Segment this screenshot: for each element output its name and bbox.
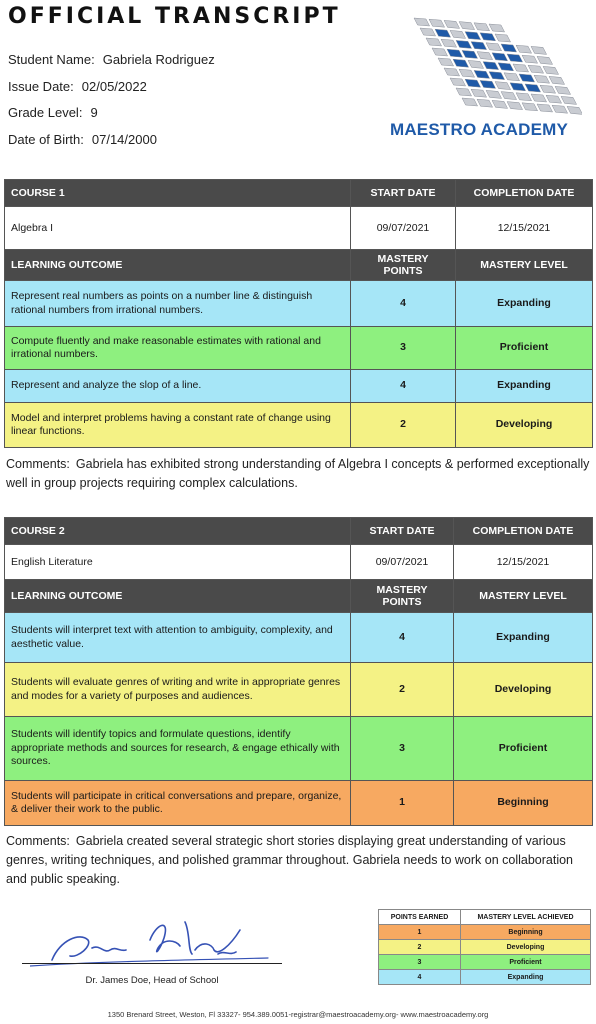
signature-name: Dr. James Doe, Head of School [85, 975, 219, 986]
legend-row [379, 955, 591, 970]
mastery-points: 3 [351, 717, 454, 781]
logo-tile [534, 75, 550, 83]
course-2-start-date: 09/07/2021 [351, 545, 454, 580]
logo-tile [486, 90, 502, 98]
course-1-name: Algebra I [5, 207, 351, 250]
course-2-points-header: MASTERY POINTS [351, 580, 454, 613]
signature-image [30, 910, 270, 970]
outcome-text: Model and interpret problems having a constant rate of change using linear functions. [5, 403, 351, 448]
logo-tile [510, 83, 526, 91]
logo-tile [450, 78, 466, 86]
logo-tile [468, 60, 484, 68]
course-2-outcome-row [5, 781, 593, 826]
mastery-level: Proficient [454, 717, 593, 781]
comments-text: Gabriela has exhibited strong understanding of Algebra I concepts & performed exceptionally well in group projects requiring complex calculations. [6, 457, 590, 490]
logo-tile [537, 56, 553, 64]
logo-tile [507, 102, 523, 110]
mastery-points: 4 [351, 613, 454, 663]
student-name-value: Gabriela Rodriguez [102, 52, 215, 67]
course-2-level-header: MASTERY LEVEL [454, 580, 593, 613]
legend-level: Developing [461, 940, 591, 955]
grade-level-row [8, 105, 98, 120]
legend-points: 4 [379, 970, 461, 985]
logo-tile [432, 48, 448, 56]
course-1-header-completion: COMPLETION DATE [456, 180, 593, 207]
course-2-header-completion: COMPLETION DATE [454, 518, 593, 545]
logo-tile [483, 62, 499, 70]
mastery-points: 4 [351, 281, 456, 327]
course-1-start-date: 09/07/2021 [351, 207, 456, 250]
course-1-completion-date: 12/15/2021 [456, 207, 593, 250]
logo-tile [501, 92, 517, 100]
course-2-table [4, 517, 593, 826]
logo-tile [516, 93, 532, 101]
course-2-outcome-row [5, 613, 593, 663]
logo-tile [414, 18, 430, 26]
issue-date-value: 02/05/2022 [81, 79, 147, 94]
course-2-completion-date: 12/15/2021 [454, 545, 593, 580]
logo-tile [531, 94, 547, 102]
logo-tile [462, 98, 478, 106]
logo-tile [426, 38, 442, 46]
course-2-outcome-header: LEARNING OUTCOME [5, 580, 351, 613]
logo-tile [501, 44, 517, 52]
logo-tile [522, 103, 538, 111]
legend-points: 2 [379, 940, 461, 955]
logo-tile [531, 46, 547, 54]
logo-tile [444, 20, 460, 28]
outcome-text: Students will identify topics and formulate questions, identify appropriate methods and sources for research, & engage ethically with sources. [5, 717, 351, 781]
legend-header-level: MASTERY LEVEL ACHIEVED [461, 910, 591, 925]
logo-tile [444, 68, 460, 76]
logo-tile [513, 64, 529, 72]
logo-tile [435, 29, 451, 37]
legend-row [379, 970, 591, 985]
outcome-text: Represent real numbers as points on a number line & distinguish rational numbers from irrational numbers. [5, 281, 351, 327]
logo-tile [465, 79, 481, 87]
logo-tile [438, 58, 454, 66]
logo-tile [456, 40, 472, 48]
logo-tile [462, 50, 478, 58]
logo-tile [429, 19, 445, 27]
mastery-level: Beginning [454, 781, 593, 826]
course-2-name-row [5, 545, 593, 580]
logo-tile [477, 52, 493, 60]
mastery-points: 3 [351, 327, 456, 370]
signature-line [22, 963, 282, 964]
logo-tile [489, 72, 505, 80]
logo-tile [543, 66, 559, 74]
comments-text: Gabriela created several strategic short stories displaying great understanding of various genres, writing techniques, and polished grammar throughout. Gabriela needs to work on collaboration and public speaking. [6, 834, 573, 886]
course-1-outcome-row [5, 327, 593, 370]
logo-tile [474, 23, 490, 31]
logo-tile [495, 34, 511, 42]
logo-tile [504, 73, 520, 81]
legend-points: 1 [379, 925, 461, 940]
course-1-outcome-header-row [5, 250, 593, 281]
logo-tile [420, 28, 436, 36]
logo-tile [465, 32, 481, 40]
mastery-points: 2 [351, 663, 454, 717]
mastery-points: 2 [351, 403, 456, 448]
course-1-outcome-row [5, 281, 593, 327]
logo-tile [447, 49, 463, 57]
mastery-level: Developing [456, 403, 593, 448]
dob-row [8, 132, 157, 147]
course-2-outcome-row [5, 663, 593, 717]
logo-tile [495, 82, 511, 90]
course-1-comments [6, 455, 592, 493]
logo-tile [459, 22, 475, 30]
course-1-table [4, 179, 593, 448]
issue-date-label: Issue Date: [8, 79, 74, 94]
course-1-outcome-row [5, 403, 593, 448]
legend-level: Proficient [461, 955, 591, 970]
outcome-text: Represent and analyze the slop of a line. [5, 370, 351, 403]
logo-tile [519, 74, 535, 82]
logo-tile [546, 95, 562, 103]
course-2-comments [6, 832, 592, 889]
legend-row [379, 940, 591, 955]
comments-label: Comments: [6, 834, 70, 848]
grade-level-label: Grade Level: [8, 105, 83, 120]
logo-tile [477, 99, 493, 107]
logo-tile [537, 104, 553, 112]
mastery-level: Expanding [456, 370, 593, 403]
course-1-points-header: MASTERY POINTS [351, 250, 456, 281]
mastery-level: Expanding [456, 281, 593, 327]
school-name: MAESTRO ACADEMY [389, 120, 569, 139]
logo-tile [492, 100, 508, 108]
logo-tile [528, 65, 544, 73]
outcome-text: Students will participate in critical conversations and prepare, organize, & deliver their work to the public. [5, 781, 351, 826]
dob-label: Date of Birth: [8, 132, 84, 147]
logo-tile [549, 76, 565, 84]
mastery-points: 1 [351, 781, 454, 826]
course-1-header-start: START DATE [351, 180, 456, 207]
mastery-level: Expanding [454, 613, 593, 663]
logo-tile [567, 106, 582, 114]
logo-tile [525, 84, 541, 92]
logo-tile [522, 55, 538, 63]
legend-points: 3 [379, 955, 461, 970]
issue-date-row [8, 79, 147, 94]
mastery-level: Developing [454, 663, 593, 717]
course-1-outcome-row [5, 370, 593, 403]
logo-tile [552, 105, 568, 113]
legend-header-row [379, 910, 591, 925]
logo-tile [453, 59, 469, 67]
legend-header-points: POINTS EARNED [379, 910, 461, 925]
course-1-outcome-header: LEARNING OUTCOME [5, 250, 351, 281]
logo-tile [492, 53, 508, 61]
course-2-outcome-header-row [5, 580, 593, 613]
page-title: OFFICIAL TRANSCRIPT [8, 4, 341, 29]
logo-tile [480, 33, 496, 41]
logo-tile [450, 30, 466, 38]
logo-tile [480, 80, 496, 88]
logo-tile [561, 96, 577, 104]
course-1-header-course: COURSE 1 [5, 180, 351, 207]
course-2-outcome-row [5, 717, 593, 781]
outcome-text: Students will interpret text with attention to ambiguity, complexity, and aesthetic value. [5, 613, 351, 663]
mastery-level: Proficient [456, 327, 593, 370]
student-name-row [8, 52, 215, 67]
legend-level: Expanding [461, 970, 591, 985]
logo-tile [498, 63, 514, 71]
course-1-name-row [5, 207, 593, 250]
logo-tile [471, 42, 487, 50]
logo-tile [459, 69, 475, 77]
footer-contact: 1350 Brenard Street, Weston, Fl 33327- 954.389.0051-registrar@maestroacademy.org- www.maestroacademy.org [107, 1010, 489, 1019]
mastery-points: 4 [351, 370, 456, 403]
course-2-header-course: COURSE 2 [5, 518, 351, 545]
logo-tile [516, 45, 532, 53]
legend-level: Beginning [461, 925, 591, 940]
student-name-label: Student Name: [8, 52, 95, 67]
outcome-text: Compute fluently and make reasonable estimates with rational and irrational numbers. [5, 327, 351, 370]
outcome-text: Students will evaluate genres of writing and write in appropriate genres and modes for a variety of purposes and audiences. [5, 663, 351, 717]
logo-tile [471, 89, 487, 97]
logo-tile [486, 43, 502, 51]
logo-tile [474, 70, 490, 78]
course-1-level-header: MASTERY LEVEL [456, 250, 593, 281]
course-2-header-start: START DATE [351, 518, 454, 545]
course-2-name: English Literature [5, 545, 351, 580]
logo-tile [489, 24, 505, 32]
course-1-header-row [5, 180, 593, 207]
course-2-header-row [5, 518, 593, 545]
legend-row [379, 925, 591, 940]
grade-level-value: 9 [90, 105, 98, 120]
logo-tile [456, 88, 472, 96]
logo-tile [540, 85, 556, 93]
logo-tile [555, 86, 571, 94]
logo-tile [507, 54, 523, 62]
logo-tile [441, 39, 457, 47]
comments-label: Comments: [6, 457, 70, 471]
mastery-legend-table [378, 909, 591, 985]
dob-value: 07/14/2000 [91, 132, 157, 147]
